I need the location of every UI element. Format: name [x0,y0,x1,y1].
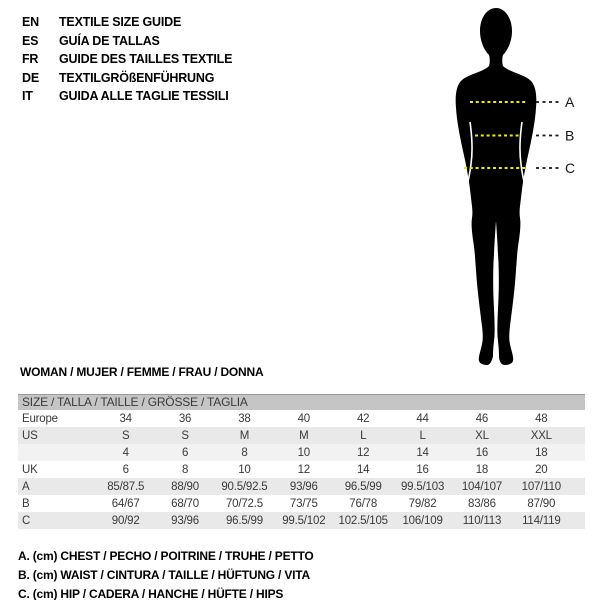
size-value: 85/87.5 [107,480,145,493]
size-value: XL [475,429,489,442]
size-value: 40 [297,412,311,425]
size-value: 48 [535,412,548,425]
table-row [18,495,585,512]
woman-silhouette [456,8,537,365]
language-code: DE [22,70,39,85]
size-table [18,394,585,529]
size-value: 99.5/102 [282,514,326,527]
size-value: L [419,429,426,442]
size-value: 87/90 [527,497,556,510]
table-row [18,461,585,478]
marker-label-waist: B [565,127,575,144]
size-value: 79/82 [408,497,437,510]
legend-item: A. (cm) CHEST / PECHO / POITRINE / TRUHE / PETTO [18,549,314,563]
language-guide-text: TEXTILGRÖßENFÜHRUNG [59,70,215,85]
size-value: 90/92 [111,514,140,527]
language-code: IT [22,89,33,104]
size-value: 6 [181,446,189,459]
size-value: 12 [356,446,370,459]
size-value: 14 [356,463,370,476]
size-value: 16 [475,446,489,459]
size-value: 18 [475,463,489,476]
size-value: 76/78 [349,497,378,510]
size-table-rows [18,410,585,529]
size-value: 96.5/99 [344,480,382,493]
language-guide-text: GUIDE DES TAILLES TEXTILE [59,52,233,67]
table-row [18,410,585,427]
language-code: ES [22,33,39,48]
row-label: UK [22,463,38,476]
size-value: M [299,429,309,442]
size-value: 107/110 [521,480,561,493]
size-value: 34 [119,412,132,425]
size-value: 70/72.5 [225,497,263,510]
size-value: 44 [416,412,429,425]
size-value: 114/119 [522,514,561,527]
size-table-header: SIZE / TALLA / TAILLE / GRÖSSE / TAGLIA [18,394,585,410]
size-value: 93/96 [289,480,318,493]
size-value: L [360,429,367,442]
row-label: C [22,514,31,527]
measurement-legend [18,547,314,600]
size-value: 106/109 [402,514,443,527]
size-value: 90.5/92.5 [221,480,268,493]
language-guide-item [22,87,232,106]
table-row [18,512,585,529]
table-row [18,427,585,444]
table-row [18,478,585,495]
language-code: FR [22,52,39,67]
marker-label-chest: A [565,94,575,110]
size-value: 83/86 [468,497,496,510]
marker-label-hip: C [565,160,576,176]
size-value: 102.5/105 [338,514,388,527]
size-value: S [121,429,130,442]
size-value: 4 [122,446,129,459]
language-guide-item [22,13,232,32]
size-value: M [239,429,250,442]
size-value: 88/90 [171,480,199,493]
row-label: Europe [22,412,58,425]
size-value: 12 [297,463,311,476]
language-guide-item [22,32,232,51]
size-value: 10 [297,446,311,459]
row-label: B [22,497,30,510]
size-value: 16 [416,463,429,476]
size-value: 14 [416,446,429,459]
language-guide-text: GUÍA DE TALLAS [59,33,160,48]
size-value: 42 [356,412,370,425]
size-value: 6 [122,463,129,476]
size-value: 64/67 [111,497,140,510]
language-guide-item [22,69,232,88]
size-value: 68/70 [171,497,199,510]
size-value: 46 [475,412,489,425]
size-value: 99.5/103 [400,480,445,493]
row-label: A [22,480,30,493]
size-value: 36 [178,412,192,425]
language-guide-list [22,13,232,106]
size-value: 38 [238,412,251,425]
size-value: XXL [530,429,552,442]
size-value: 73/75 [289,497,318,510]
size-value: S [181,429,189,442]
size-value: 8 [241,446,248,459]
language-guide-item [22,50,232,69]
size-value: 8 [181,463,189,476]
size-value: 96.5/99 [225,514,263,527]
language-code: EN [22,15,39,30]
size-value: 110/113 [462,514,502,527]
table-row [18,444,585,461]
section-heading: WOMAN / MUJER / FEMME / FRAU / DONNA [20,365,264,379]
woman-silhouette-figure [420,0,580,380]
size-value: 18 [535,446,548,459]
size-value: 10 [238,463,251,476]
legend-item: B. (cm) WAIST / CINTURA / TAILLE / HÜFTUNG / VITA [18,568,310,582]
legend-item: C. (cm) HIP / CADERA / HANCHE / HÜFTE / HIPS [18,587,284,600]
size-value: 93/96 [171,514,199,527]
size-value: 104/107 [461,480,503,493]
language-guide-text: TEXTILE SIZE GUIDE [59,15,182,30]
language-guide-text: GUIDA ALLE TAGLIE TESSILI [59,89,229,104]
size-value: 20 [535,463,548,476]
row-label: US [22,429,38,442]
